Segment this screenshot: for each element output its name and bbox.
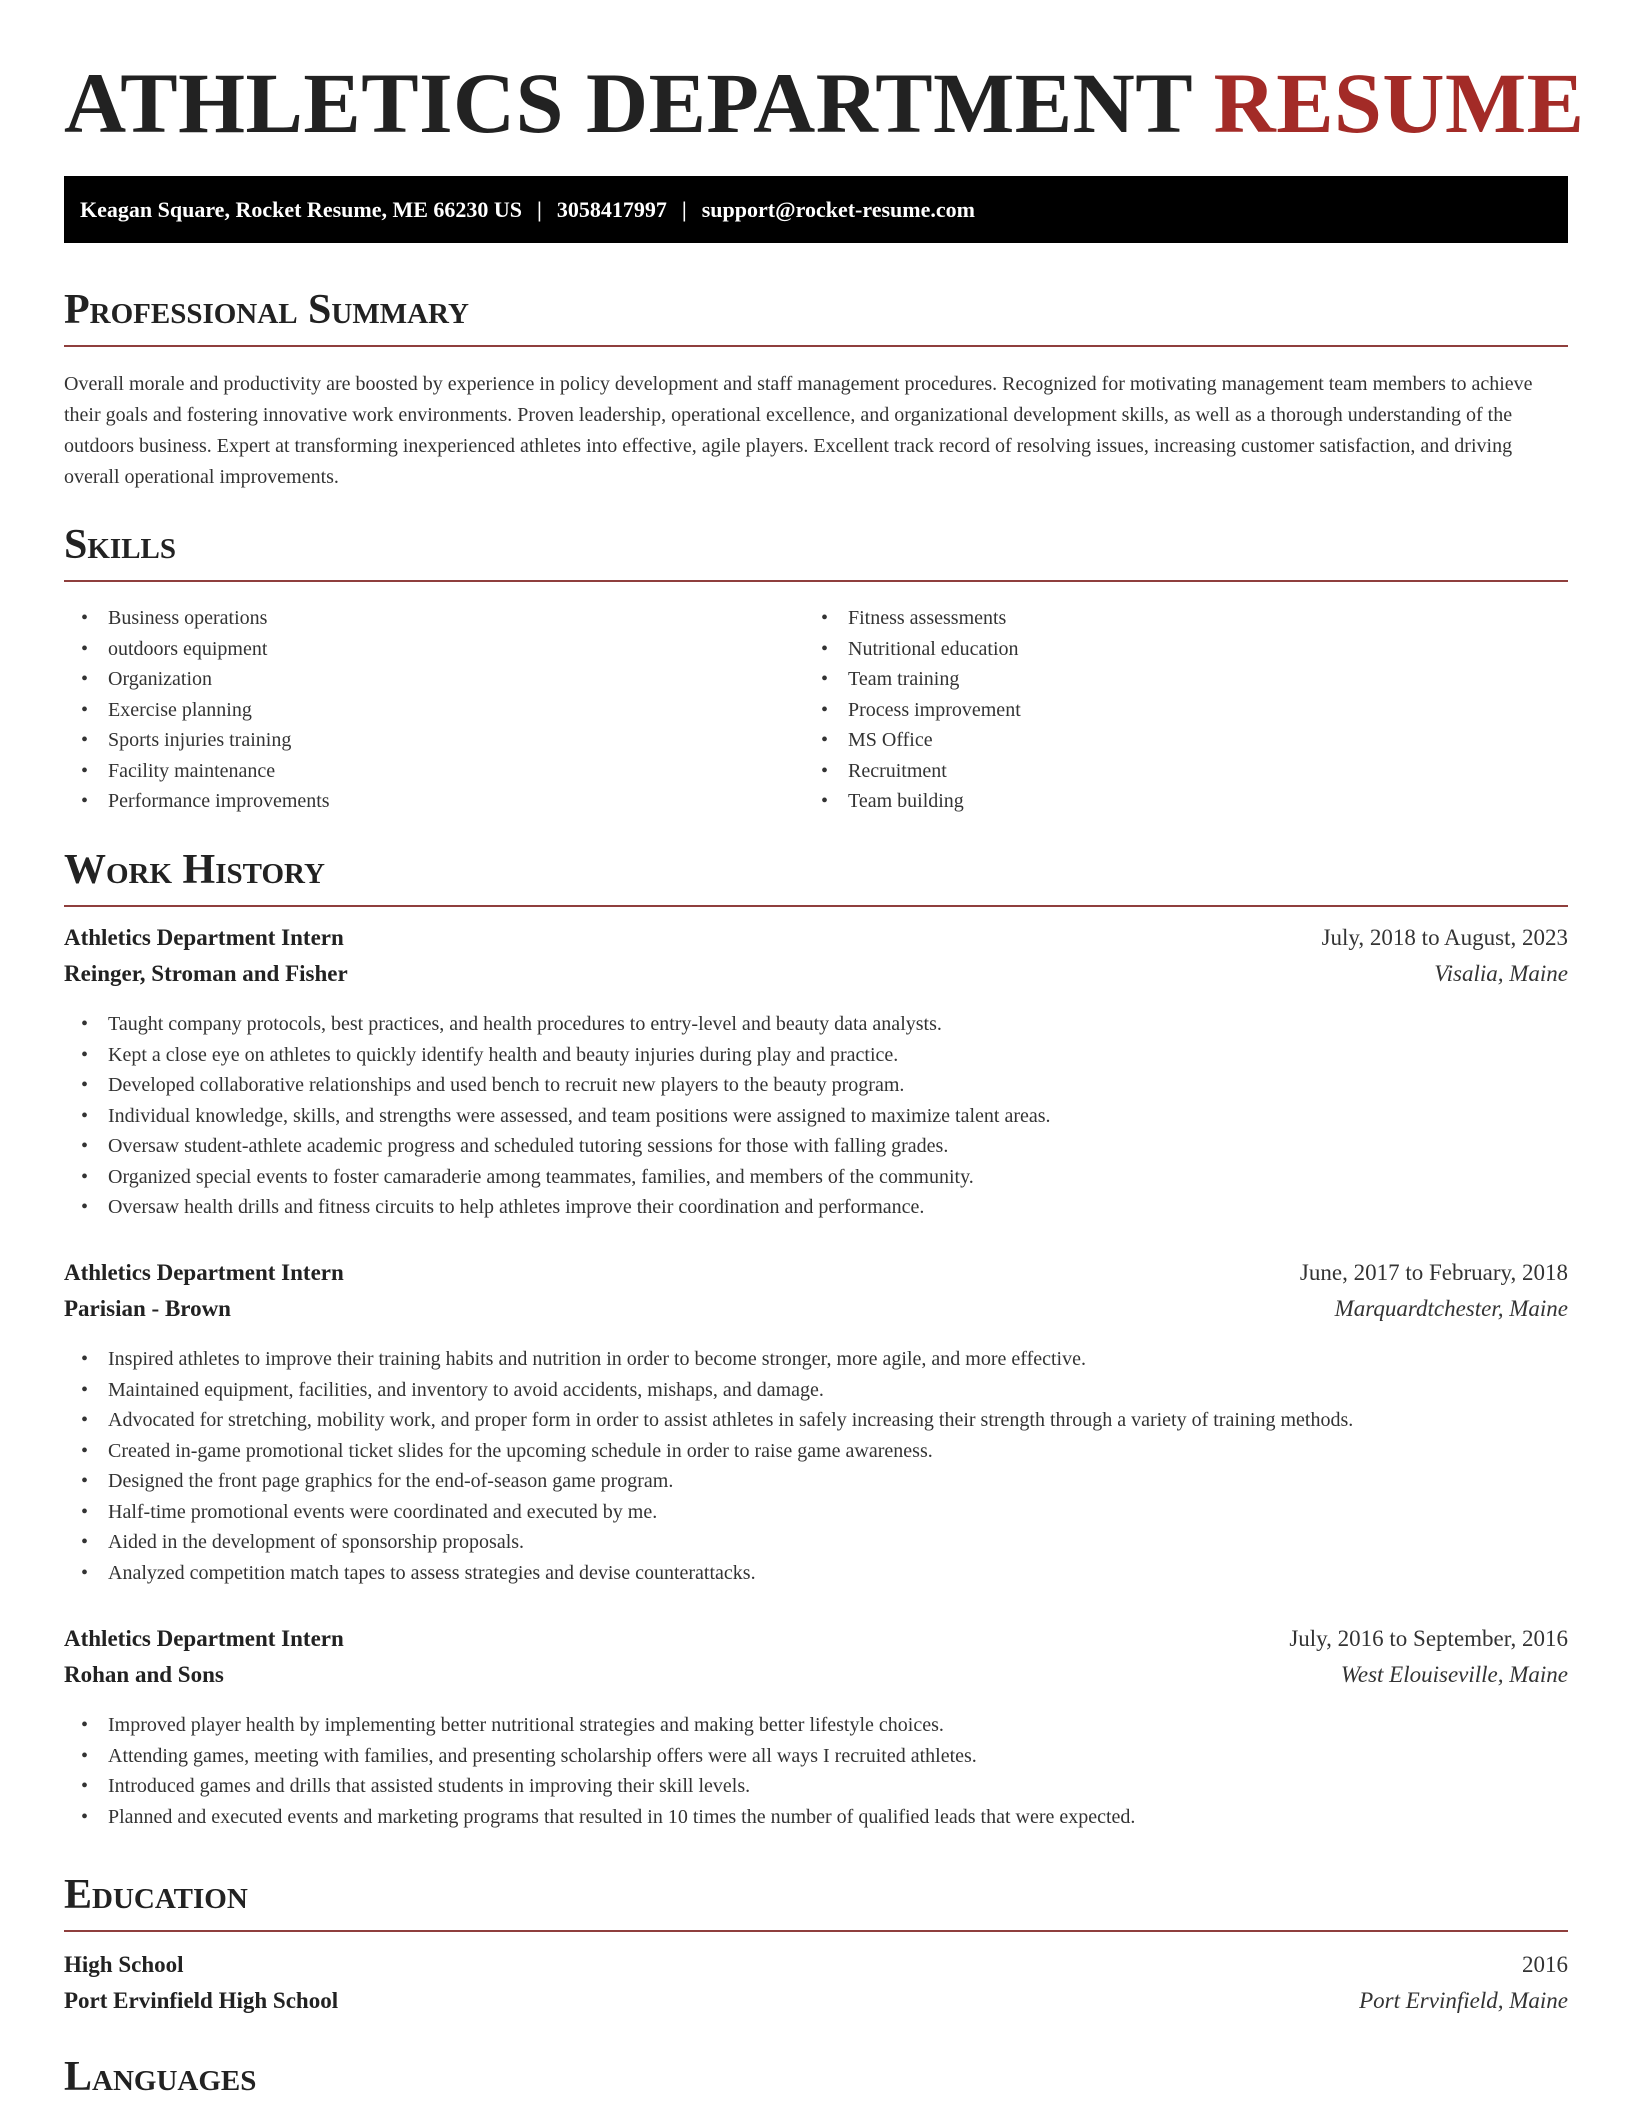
job-bullet: • Taught company protocols, best practices, and health procedures to entry-level and beauty data analysts. (64, 1009, 1568, 1040)
job-company: Reinger, Stroman and Fisher (64, 961, 348, 986)
skill-item: • Organization (64, 664, 804, 695)
section-heading-education: Education (64, 1874, 1568, 1932)
skill-item: • Recruitment (804, 756, 1544, 787)
job-bullet: • Maintained equipment, facilities, and inventory to avoid accidents, mishaps, and damage. (64, 1375, 1568, 1406)
job-dates: June, 2017 to February, 2018 (1299, 1260, 1568, 1285)
contact-email: support@rocket-resume.com (701, 196, 975, 222)
job-bullets (64, 1344, 1568, 1588)
skill-item: • Business operations (64, 603, 804, 634)
skills-column-right (804, 603, 1544, 817)
skills-list (64, 603, 1568, 817)
job-location: West Elouiseville, Maine (1340, 1662, 1568, 1687)
skill-item: • Team training (804, 664, 1544, 695)
skill-item: • Team building (804, 786, 1544, 817)
job-bullet: • Created in-game promotional ticket slides for the upcoming schedule in order to raise game awareness. (64, 1436, 1568, 1467)
resume-title (64, 52, 1585, 155)
job-title: Athletics Department Intern (64, 925, 344, 950)
job-company: Parisian - Brown (64, 1296, 231, 1321)
job-bullet: • Inspired athletes to improve their training habits and nutrition in order to become stronger, more agile, and more effective. (64, 1344, 1568, 1375)
education-year: 2016 (1522, 1952, 1568, 1977)
title-main: ATHLETICS DEPARTMENT (64, 55, 1192, 151)
job-location: Marquardtchester, Maine (1334, 1296, 1568, 1321)
job-bullet: • Introduced games and drills that assisted students in improving their skill levels. (64, 1771, 1568, 1802)
job-bullet: • Designed the front page graphics for the end-of-season game program. (64, 1466, 1568, 1497)
skill-item: • MS Office (804, 725, 1544, 756)
skill-item: • outdoors equipment (64, 634, 804, 665)
contact-separator: | (537, 196, 542, 222)
job-dates: July, 2018 to August, 2023 (1321, 925, 1568, 950)
job-bullet: • Attending games, meeting with families, and presenting scholarship offers were all ways I recruited athletes. (64, 1741, 1568, 1772)
section-heading-languages: Languages (64, 2056, 1568, 2112)
skills-column-left (64, 603, 804, 817)
job-bullet: • Aided in the development of sponsorship proposals. (64, 1527, 1568, 1558)
education-degree: High School (64, 1952, 184, 1977)
section-heading-summary: Professional Summary (64, 289, 1568, 347)
title-accent: RESUME (1213, 55, 1585, 151)
contact-separator: | (681, 196, 687, 222)
job-title: Athletics Department Intern (64, 1626, 344, 1651)
job-location: Visalia, Maine (1434, 961, 1568, 986)
job-bullet: • Individual knowledge, skills, and strengths were assessed, and team positions were assigned to maximize talent areas. (64, 1101, 1568, 1132)
job-entry (64, 1260, 1568, 1588)
job-bullet: • Half-time promotional events were coordinated and executed by me. (64, 1497, 1568, 1528)
section-heading-work-history: Work History (64, 849, 1568, 907)
job-company: Rohan and Sons (64, 1662, 224, 1687)
job-bullet: • Kept a close eye on athletes to quickly identify health and beauty injuries during play and practice. (64, 1040, 1568, 1071)
job-title: Athletics Department Intern (64, 1260, 344, 1285)
job-entry (64, 1626, 1568, 1832)
job-bullet: • Organized special events to foster camaraderie among teammates, families, and members of the community. (64, 1162, 1568, 1193)
job-bullet: • Advocated for stretching, mobility work, and proper form in order to assist athletes in safely increasing their strength through a variety of training methods. (64, 1405, 1568, 1436)
job-bullets (64, 1009, 1568, 1223)
education-entry (64, 1952, 1568, 2024)
skill-item: • Fitness assessments (804, 603, 1544, 634)
section-heading-skills: Skills (64, 524, 1568, 582)
education-school: Port Ervinfield High School (64, 1988, 339, 2013)
education-location: Port Ervinfield, Maine (1359, 1988, 1568, 2013)
skill-item: • Nutritional education (804, 634, 1544, 665)
job-bullet: • Oversaw health drills and fitness circuits to help athletes improve their coordination and performance. (64, 1192, 1568, 1223)
summary-text: Overall morale and productivity are boosted by experience in policy development and staff management procedures. Recognized for motivating management team members to achieve their goals and fostering innovative work environments. Proven leadership, operational excellence, and organizational development skills, as well as a thorough understanding of the outdoors business. Expert at transforming inexperienced athletes into effective, agile players. Excellent track record of resolving issues, increasing customer satisfaction, and driving overall operational improvements. (64, 373, 1533, 488)
skill-item: • Process improvement (804, 695, 1544, 726)
job-bullet: • Developed collaborative relationships and used bench to recruit new players to the beauty program. (64, 1070, 1568, 1101)
contact-address: Keagan Square, Rocket Resume, ME 66230 US (80, 196, 523, 222)
job-bullet: • Oversaw student-athlete academic progress and scheduled tutoring sessions for those with falling grades. (64, 1131, 1568, 1162)
contact-phone: 3058417997 (556, 196, 667, 222)
job-bullet: • Analyzed competition match tapes to assess strategies and devise counterattacks. (64, 1558, 1568, 1589)
job-entry (64, 925, 1568, 1223)
job-bullets (64, 1710, 1568, 1832)
job-dates: July, 2016 to September, 2016 (1289, 1626, 1568, 1651)
contact-bar (64, 176, 1568, 243)
job-bullet: • Improved player health by implementing better nutritional strategies and making better lifestyle choices. (64, 1710, 1568, 1741)
skill-item: • Sports injuries training (64, 725, 804, 756)
skill-item: • Performance improvements (64, 786, 804, 817)
skill-item: • Exercise planning (64, 695, 804, 726)
skill-item: • Facility maintenance (64, 756, 804, 787)
job-bullet: • Planned and executed events and marketing programs that resulted in 10 times the number of qualified leads that were expected. (64, 1802, 1568, 1833)
